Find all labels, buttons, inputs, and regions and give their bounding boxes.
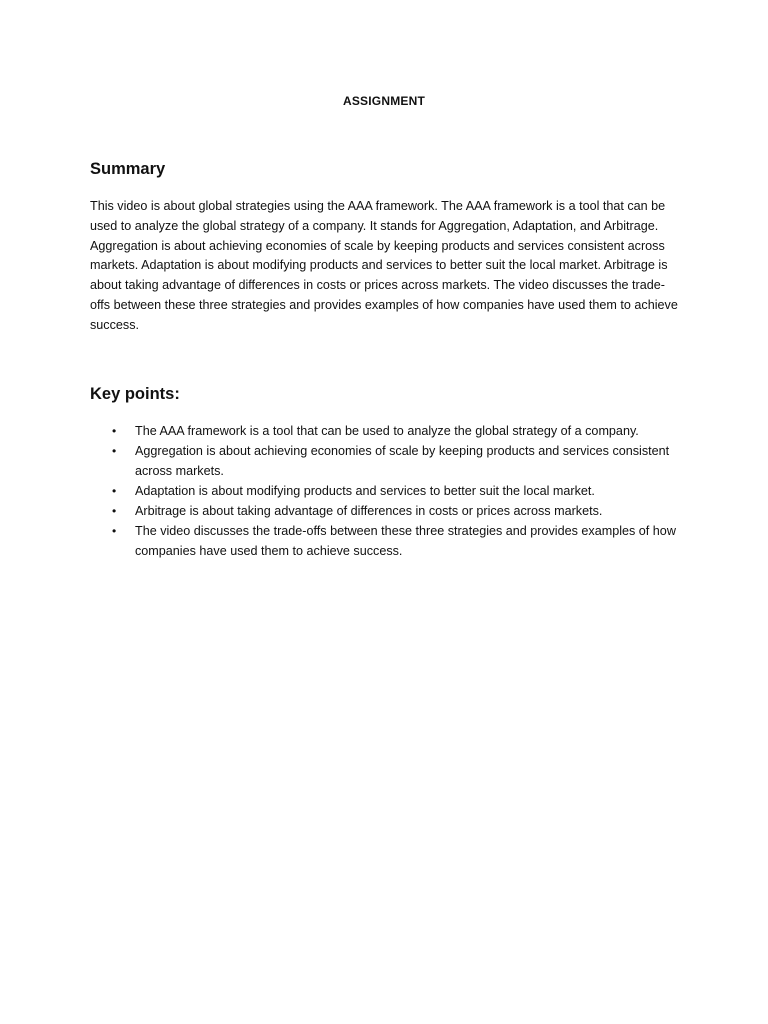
key-point-item	[90, 421, 678, 441]
key-point-text: The video discusses the trade-offs between these three strategies and provides examples of how companies have used them to achieve success.	[135, 524, 676, 558]
key-points-list	[90, 421, 678, 561]
bullet-icon: •	[112, 424, 117, 438]
bullet-icon: •	[112, 484, 117, 498]
key-point-text: The AAA framework is a tool that can be used to analyze the global strategy of a company.	[135, 424, 639, 438]
key-point-text: Arbitrage is about taking advantage of differences in costs or prices across markets.	[135, 504, 603, 518]
key-points-heading: Key points:	[90, 385, 180, 403]
key-point-item	[90, 481, 678, 501]
summary-heading: Summary	[90, 160, 166, 178]
key-point-item	[90, 441, 678, 481]
summary-paragraph: This video is about global strategies using the AAA framework. The AAA framework is a tool that can be used to analyze the global strategy of a company. It stands for Aggregation, Adaptation, and Arbitrage. Aggregation is about achieving economies of scale by keeping products and services consistent across markets. Adaptation is about modifying products and services to better suit the local market. Arbitrage is about taking advantage of differences in costs or prices across markets. The video discusses the trade-offs between these three strategies and provides examples of how companies have used them to achieve success.	[90, 199, 678, 332]
bullet-icon: •	[112, 444, 117, 458]
bullet-icon: •	[112, 524, 117, 538]
bullet-icon: •	[112, 504, 117, 518]
key-point-text: Adaptation is about modifying products and services to better suit the local market.	[135, 484, 595, 498]
key-point-item	[90, 501, 678, 521]
document-title: ASSIGNMENT	[342, 94, 425, 108]
key-point-text: Aggregation is about achieving economies of scale by keeping products and services consistent across markets.	[135, 444, 670, 478]
key-point-item	[90, 521, 678, 561]
